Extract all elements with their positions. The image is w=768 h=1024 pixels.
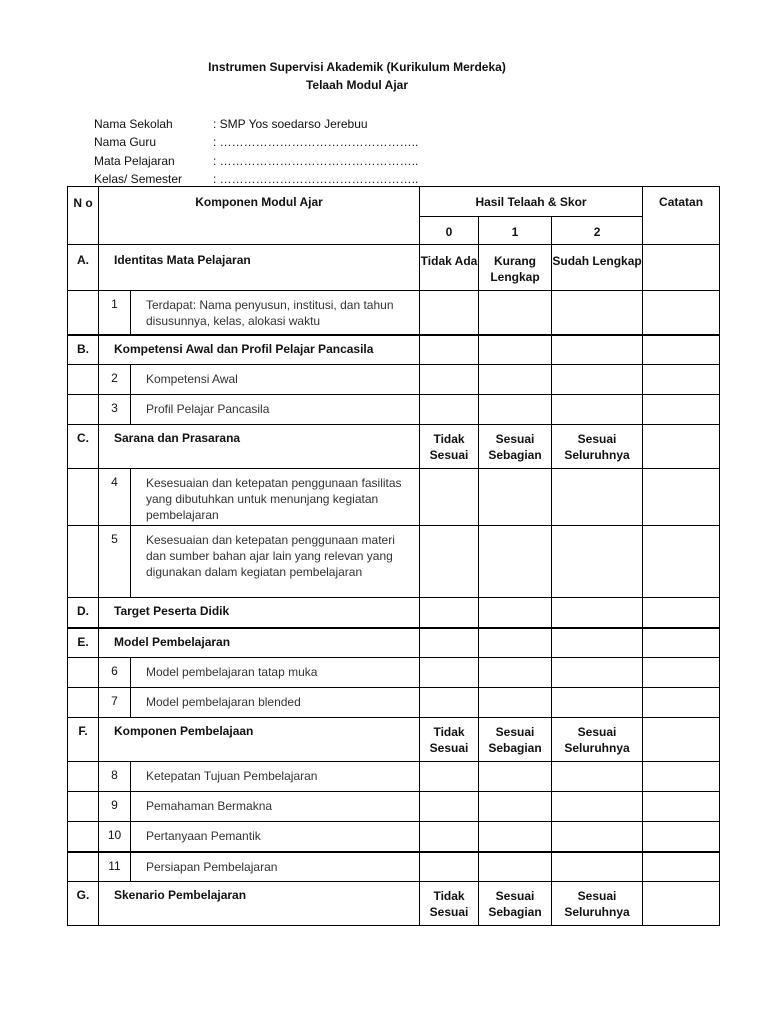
- score-cell[interactable]: [479, 822, 552, 852]
- score-cell[interactable]: [420, 469, 479, 526]
- catatan-cell[interactable]: [643, 469, 720, 526]
- score-cell[interactable]: [420, 526, 479, 598]
- section-title: Target Peserta Didik: [99, 598, 420, 628]
- section-row-b: [68, 335, 720, 365]
- item-no: 5: [99, 526, 131, 598]
- score-cell[interactable]: [552, 822, 643, 852]
- section-letter: C.: [68, 425, 99, 469]
- scale-1: Kurang Lengkap: [479, 245, 552, 291]
- score-cell[interactable]: [479, 792, 552, 822]
- scale-1: Sesuai Sebagian: [479, 882, 552, 926]
- score-cell[interactable]: [552, 792, 643, 822]
- score-cell[interactable]: [420, 688, 479, 718]
- section-row-g: [68, 882, 720, 926]
- document-subtitle: Telaah Modul Ajar: [305, 78, 408, 92]
- score-cell[interactable]: [552, 469, 643, 526]
- score-0: 0: [420, 217, 479, 245]
- score-cell[interactable]: [552, 291, 643, 335]
- score-cell[interactable]: [552, 658, 643, 688]
- catatan-cell[interactable]: [643, 718, 720, 762]
- scale-1: Sesuai Sebagian: [479, 425, 552, 469]
- scale-0: Tidak Sesuai: [420, 718, 479, 762]
- score-cell[interactable]: [420, 762, 479, 792]
- scale-0: Tidak Sesuai: [420, 425, 479, 469]
- section-letter: D.: [68, 598, 99, 628]
- score-cell[interactable]: [479, 658, 552, 688]
- score-cell[interactable]: [479, 526, 552, 598]
- scale-2: Sudah Lengkap: [552, 245, 643, 291]
- score-1: 1: [479, 217, 552, 245]
- catatan-cell[interactable]: [643, 425, 720, 469]
- item-no: 2: [99, 365, 131, 395]
- section-title: Skenario Pembelajaran: [99, 882, 420, 926]
- item-text: Model pembelajaran tatap muka: [131, 658, 420, 688]
- header-catatan: Catatan: [643, 187, 720, 245]
- item-text: Pemahaman Bermakna: [131, 792, 420, 822]
- section-letter: F.: [68, 718, 99, 762]
- item-text: Kesesuaian dan ketepatan penggunaan materi dan sumber bahan ajar lain yang relevan yang digunakan dalam kegiatan pembelajaran: [131, 526, 420, 598]
- catatan-cell[interactable]: [643, 658, 720, 688]
- section-letter: G.: [68, 882, 99, 926]
- info-value: : SMP Yos soedarso Jerebuu: [213, 117, 368, 131]
- score-cell[interactable]: [479, 762, 552, 792]
- score-cell[interactable]: [420, 291, 479, 335]
- score-cell[interactable]: [420, 822, 479, 852]
- table-row: [68, 658, 720, 688]
- item-text: Pertanyaan Pemantik: [131, 822, 420, 852]
- catatan-cell[interactable]: [643, 628, 720, 658]
- item-text: Kompetensi Awal: [131, 365, 420, 395]
- catatan-cell[interactable]: [643, 762, 720, 792]
- table-row: [68, 688, 720, 718]
- info-label: Nama Guru: [94, 135, 157, 149]
- item-no: 3: [99, 395, 131, 425]
- scale-0: Tidak Ada: [420, 245, 479, 291]
- catatan-cell[interactable]: [643, 792, 720, 822]
- catatan-cell[interactable]: [643, 365, 720, 395]
- telaah-table: [67, 186, 720, 926]
- item-no: 6: [99, 658, 131, 688]
- scale-2: Sesuai Seluruhnya: [552, 425, 643, 469]
- table-row: [68, 762, 720, 792]
- score-cell[interactable]: [552, 688, 643, 718]
- info-label: Kelas/ Semester: [94, 172, 183, 186]
- score-cell[interactable]: [420, 365, 479, 395]
- section-row-d: [68, 598, 720, 628]
- section-title: Identitas Mata Pelajaran: [99, 245, 420, 291]
- catatan-cell[interactable]: [643, 335, 720, 365]
- header-komponen: Komponen Modul Ajar: [99, 187, 420, 245]
- score-cell[interactable]: [552, 762, 643, 792]
- scale-0: Tidak Sesuai: [420, 882, 479, 926]
- table-row: [68, 395, 720, 425]
- table-row: [68, 469, 720, 526]
- item-text: Persiapan Pembelajaran: [131, 852, 420, 882]
- score-cell[interactable]: [479, 395, 552, 425]
- item-text: Model pembelajaran blended: [131, 688, 420, 718]
- score-cell[interactable]: [552, 526, 643, 598]
- item-text: Ketepatan Tujuan Pembelajaran: [131, 762, 420, 792]
- table-row: [68, 291, 720, 335]
- table-row: [68, 792, 720, 822]
- score-cell[interactable]: [552, 852, 643, 882]
- score-cell[interactable]: [420, 792, 479, 822]
- catatan-cell[interactable]: [643, 245, 720, 291]
- score-cell[interactable]: [420, 395, 479, 425]
- item-no: 4: [99, 469, 131, 526]
- section-row-a: [68, 245, 720, 291]
- table-header-row: [68, 187, 720, 217]
- info-value: : …………………………………………..: [213, 154, 419, 168]
- table-row: [68, 822, 720, 852]
- header-hasil-telaah: Hasil Telaah & Skor: [420, 187, 643, 217]
- catatan-cell[interactable]: [643, 822, 720, 852]
- info-label: Mata Pelajaran: [94, 154, 175, 168]
- item-text: Terdapat: Nama penyusun, institusi, dan tahun disusunnya, kelas, alokasi waktu: [131, 291, 420, 335]
- section-row-e: [68, 628, 720, 658]
- scale-1: Sesuai Sebagian: [479, 718, 552, 762]
- catatan-cell[interactable]: [643, 688, 720, 718]
- item-no: 1: [99, 291, 131, 335]
- score-cell[interactable]: [479, 291, 552, 335]
- catatan-cell[interactable]: [643, 598, 720, 628]
- section-title: Sarana dan Prasarana: [99, 425, 420, 469]
- item-no: 7: [99, 688, 131, 718]
- section-letter: E.: [68, 628, 99, 658]
- info-value: : …………………………………………..: [213, 172, 419, 186]
- table-row: [68, 852, 720, 882]
- section-row-c: [68, 425, 720, 469]
- catatan-cell[interactable]: [643, 526, 720, 598]
- scale-2: Sesuai Seluruhnya: [552, 718, 643, 762]
- document-title: Instrumen Supervisi Akademik (Kurikulum Merdeka): [208, 60, 506, 74]
- table-row: [68, 526, 720, 598]
- section-title: Kompetensi Awal dan Profil Pelajar Pancasila: [99, 335, 420, 365]
- score-cell[interactable]: [479, 852, 552, 882]
- section-row-f: [68, 718, 720, 762]
- score-2: 2: [552, 217, 643, 245]
- catatan-cell[interactable]: [643, 291, 720, 335]
- score-cell[interactable]: [420, 852, 479, 882]
- score-cell[interactable]: [479, 365, 552, 395]
- catatan-cell[interactable]: [643, 395, 720, 425]
- item-no: 11: [99, 852, 131, 882]
- score-cell[interactable]: [552, 365, 643, 395]
- info-label: Nama Sekolah: [94, 117, 173, 131]
- item-text: Kesesuaian dan ketepatan penggunaan fasilitas yang dibutuhkan untuk menunjang kegiatan pembelajaran: [131, 469, 420, 526]
- section-letter: B.: [68, 335, 99, 365]
- catatan-cell[interactable]: [643, 882, 720, 926]
- header-no: N o: [68, 187, 99, 245]
- section-title: Model Pembelajaran: [99, 628, 420, 658]
- item-text: Profil Pelajar Pancasila: [131, 395, 420, 425]
- info-value: : …………………………………………..: [213, 135, 419, 149]
- score-cell[interactable]: [479, 688, 552, 718]
- score-cell[interactable]: [479, 469, 552, 526]
- item-no: 8: [99, 762, 131, 792]
- section-letter: A.: [68, 245, 99, 291]
- item-no: 9: [99, 792, 131, 822]
- item-no: 10: [99, 822, 131, 852]
- score-cell[interactable]: [552, 395, 643, 425]
- section-title: Komponen Pembelajaan: [99, 718, 420, 762]
- table-row: [68, 365, 720, 395]
- score-cell[interactable]: [420, 658, 479, 688]
- scale-2: Sesuai Seluruhnya: [552, 882, 643, 926]
- catatan-cell[interactable]: [643, 852, 720, 882]
